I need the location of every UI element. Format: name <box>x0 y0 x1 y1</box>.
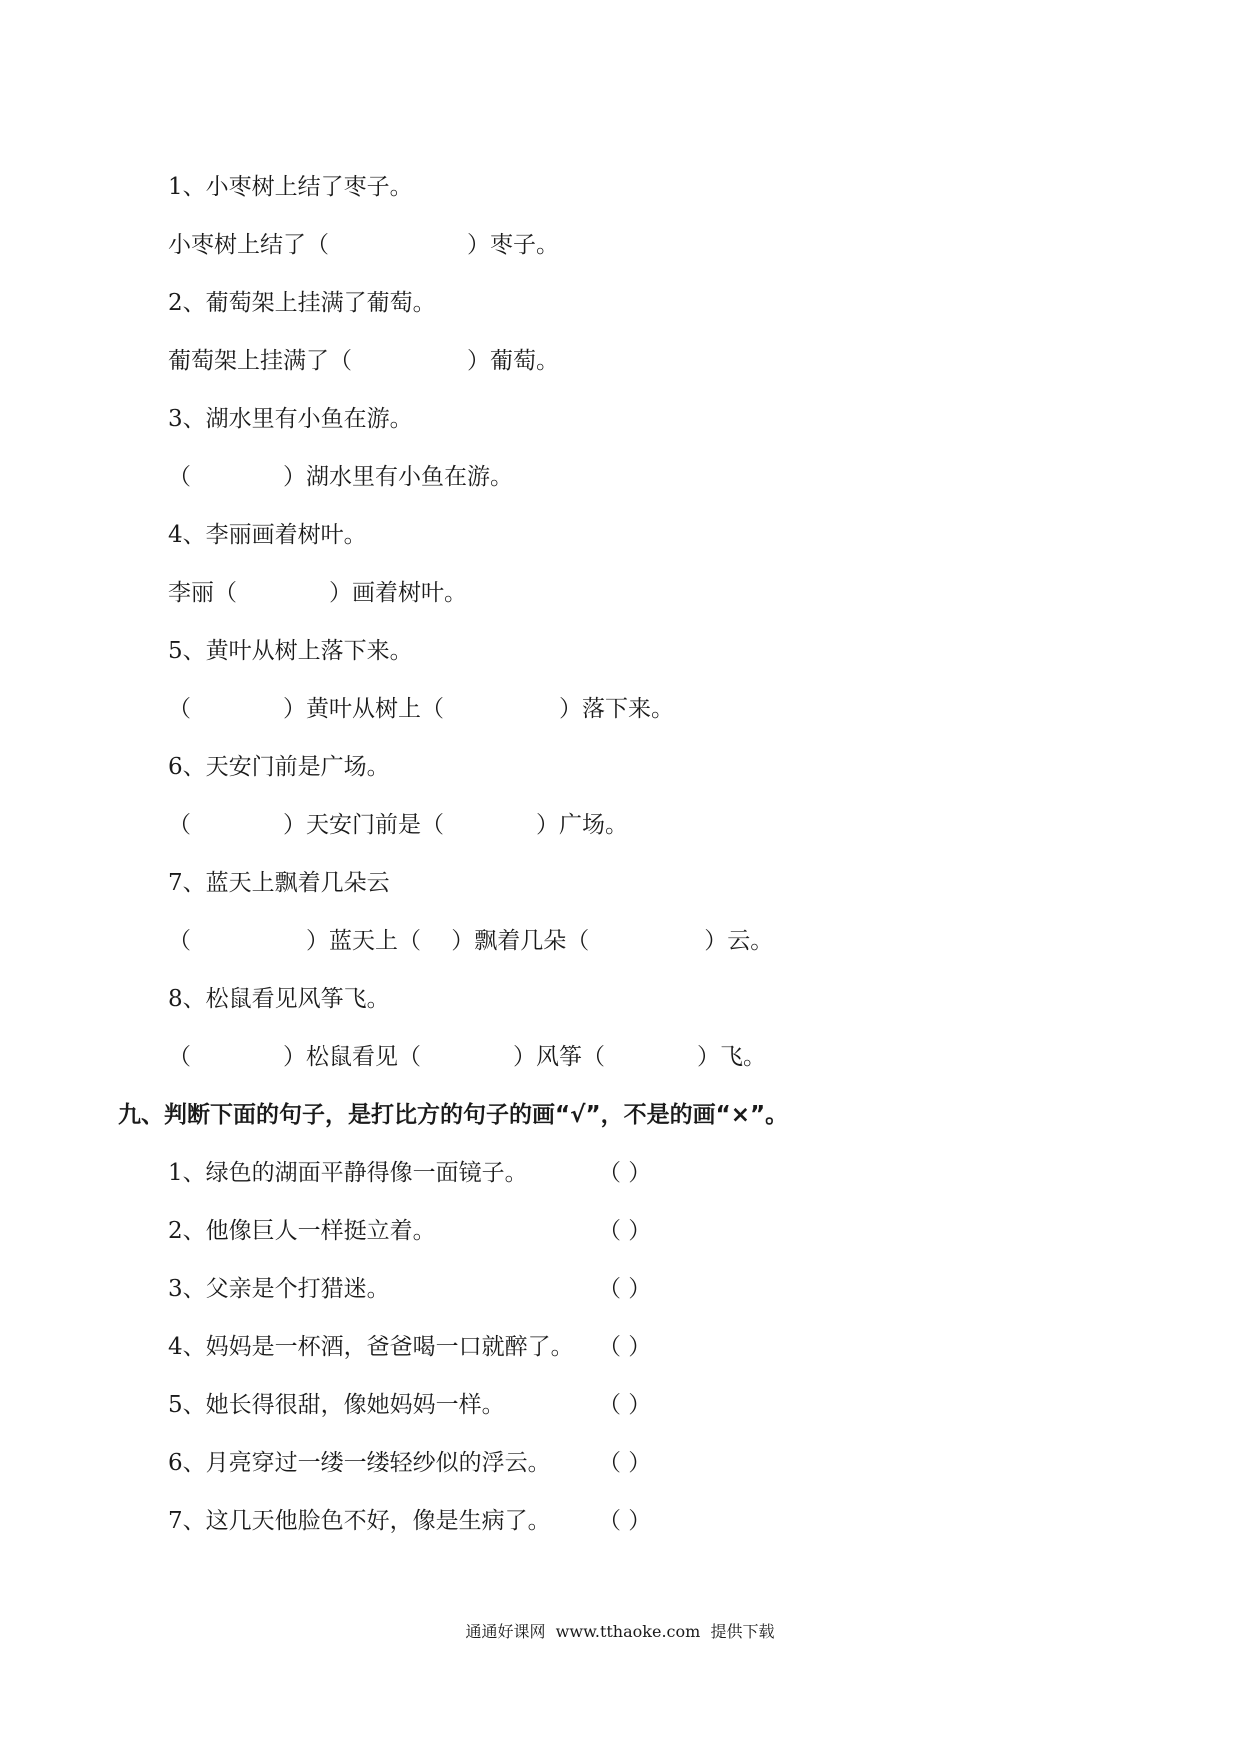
section9-heading: 九、判断下面的句子，是打比方的句子的画“√”，不是的画“×”。 <box>118 1102 789 1128</box>
s9-item-1-box[interactable]: （ ） <box>598 1160 652 1186</box>
s8-item-7-answer: （ ）蓝天上（ ）飘着几朵（ ）云。 <box>168 928 774 954</box>
s8-item-3-prompt: 3、湖水里有小鱼在游。 <box>168 406 413 432</box>
s8-item-6-prompt: 6、天安门前是广场。 <box>168 754 390 780</box>
s9-item-5-text: 5、她长得很甜，像她妈妈一样。 <box>168 1392 505 1418</box>
s9-item-7-text: 7、这几天他脸色不好，像是生病了。 <box>168 1508 551 1534</box>
s8-item-3-answer: （ ）湖水里有小鱼在游。 <box>168 464 513 490</box>
s8-item-4-prompt: 4、李丽画着树叶。 <box>168 522 367 548</box>
s9-item-3-box[interactable]: （ ） <box>598 1276 652 1302</box>
s8-item-5-answer: （ ）黄叶从树上（ ）落下来。 <box>168 696 674 722</box>
s9-item-4-box[interactable]: （ ） <box>598 1334 652 1360</box>
s8-item-7-prompt: 7、蓝天上飘着几朵云 <box>168 870 390 896</box>
s9-item-5-box[interactable]: （ ） <box>598 1392 652 1418</box>
s9-item-6-box[interactable]: （ ） <box>598 1450 652 1476</box>
s9-item-6-text: 6、月亮穿过一缕一缕轻纱似的浮云。 <box>168 1450 551 1476</box>
s8-item-8-prompt: 8、松鼠看见风筝飞。 <box>168 986 390 1012</box>
s8-item-2-answer: 葡萄架上挂满了（ ）葡萄。 <box>168 348 559 374</box>
s8-item-6-answer: （ ）天安门前是（ ）广场。 <box>168 812 628 838</box>
s8-item-2-prompt: 2、葡萄架上挂满了葡萄。 <box>168 290 436 316</box>
s8-item-1-prompt: 1、小枣树上结了枣子。 <box>168 174 413 200</box>
s8-item-5-prompt: 5、黄叶从树上落下来。 <box>168 638 413 664</box>
s9-item-2-box[interactable]: （ ） <box>598 1218 652 1244</box>
s8-item-8-answer: （ ）松鼠看见（ ）风筝（ ）飞。 <box>168 1044 766 1070</box>
s9-item-3-text: 3、父亲是个打猎迷。 <box>168 1276 390 1302</box>
s9-item-7-box[interactable]: （ ） <box>598 1508 652 1534</box>
footer-text: 通通好课网 www.tthaoke.com 提供下载 <box>465 1622 775 1641</box>
s8-item-4-answer: 李丽（ ）画着树叶。 <box>168 580 467 606</box>
s9-item-1-text: 1、绿色的湖面平静得像一面镜子。 <box>168 1160 528 1186</box>
s8-item-1-answer: 小枣树上结了（ ）枣子。 <box>168 232 559 258</box>
s9-item-2-text: 2、他像巨人一样挺立着。 <box>168 1218 436 1244</box>
s9-item-4-text: 4、妈妈是一杯酒，爸爸喝一口就醉了。 <box>168 1334 574 1360</box>
